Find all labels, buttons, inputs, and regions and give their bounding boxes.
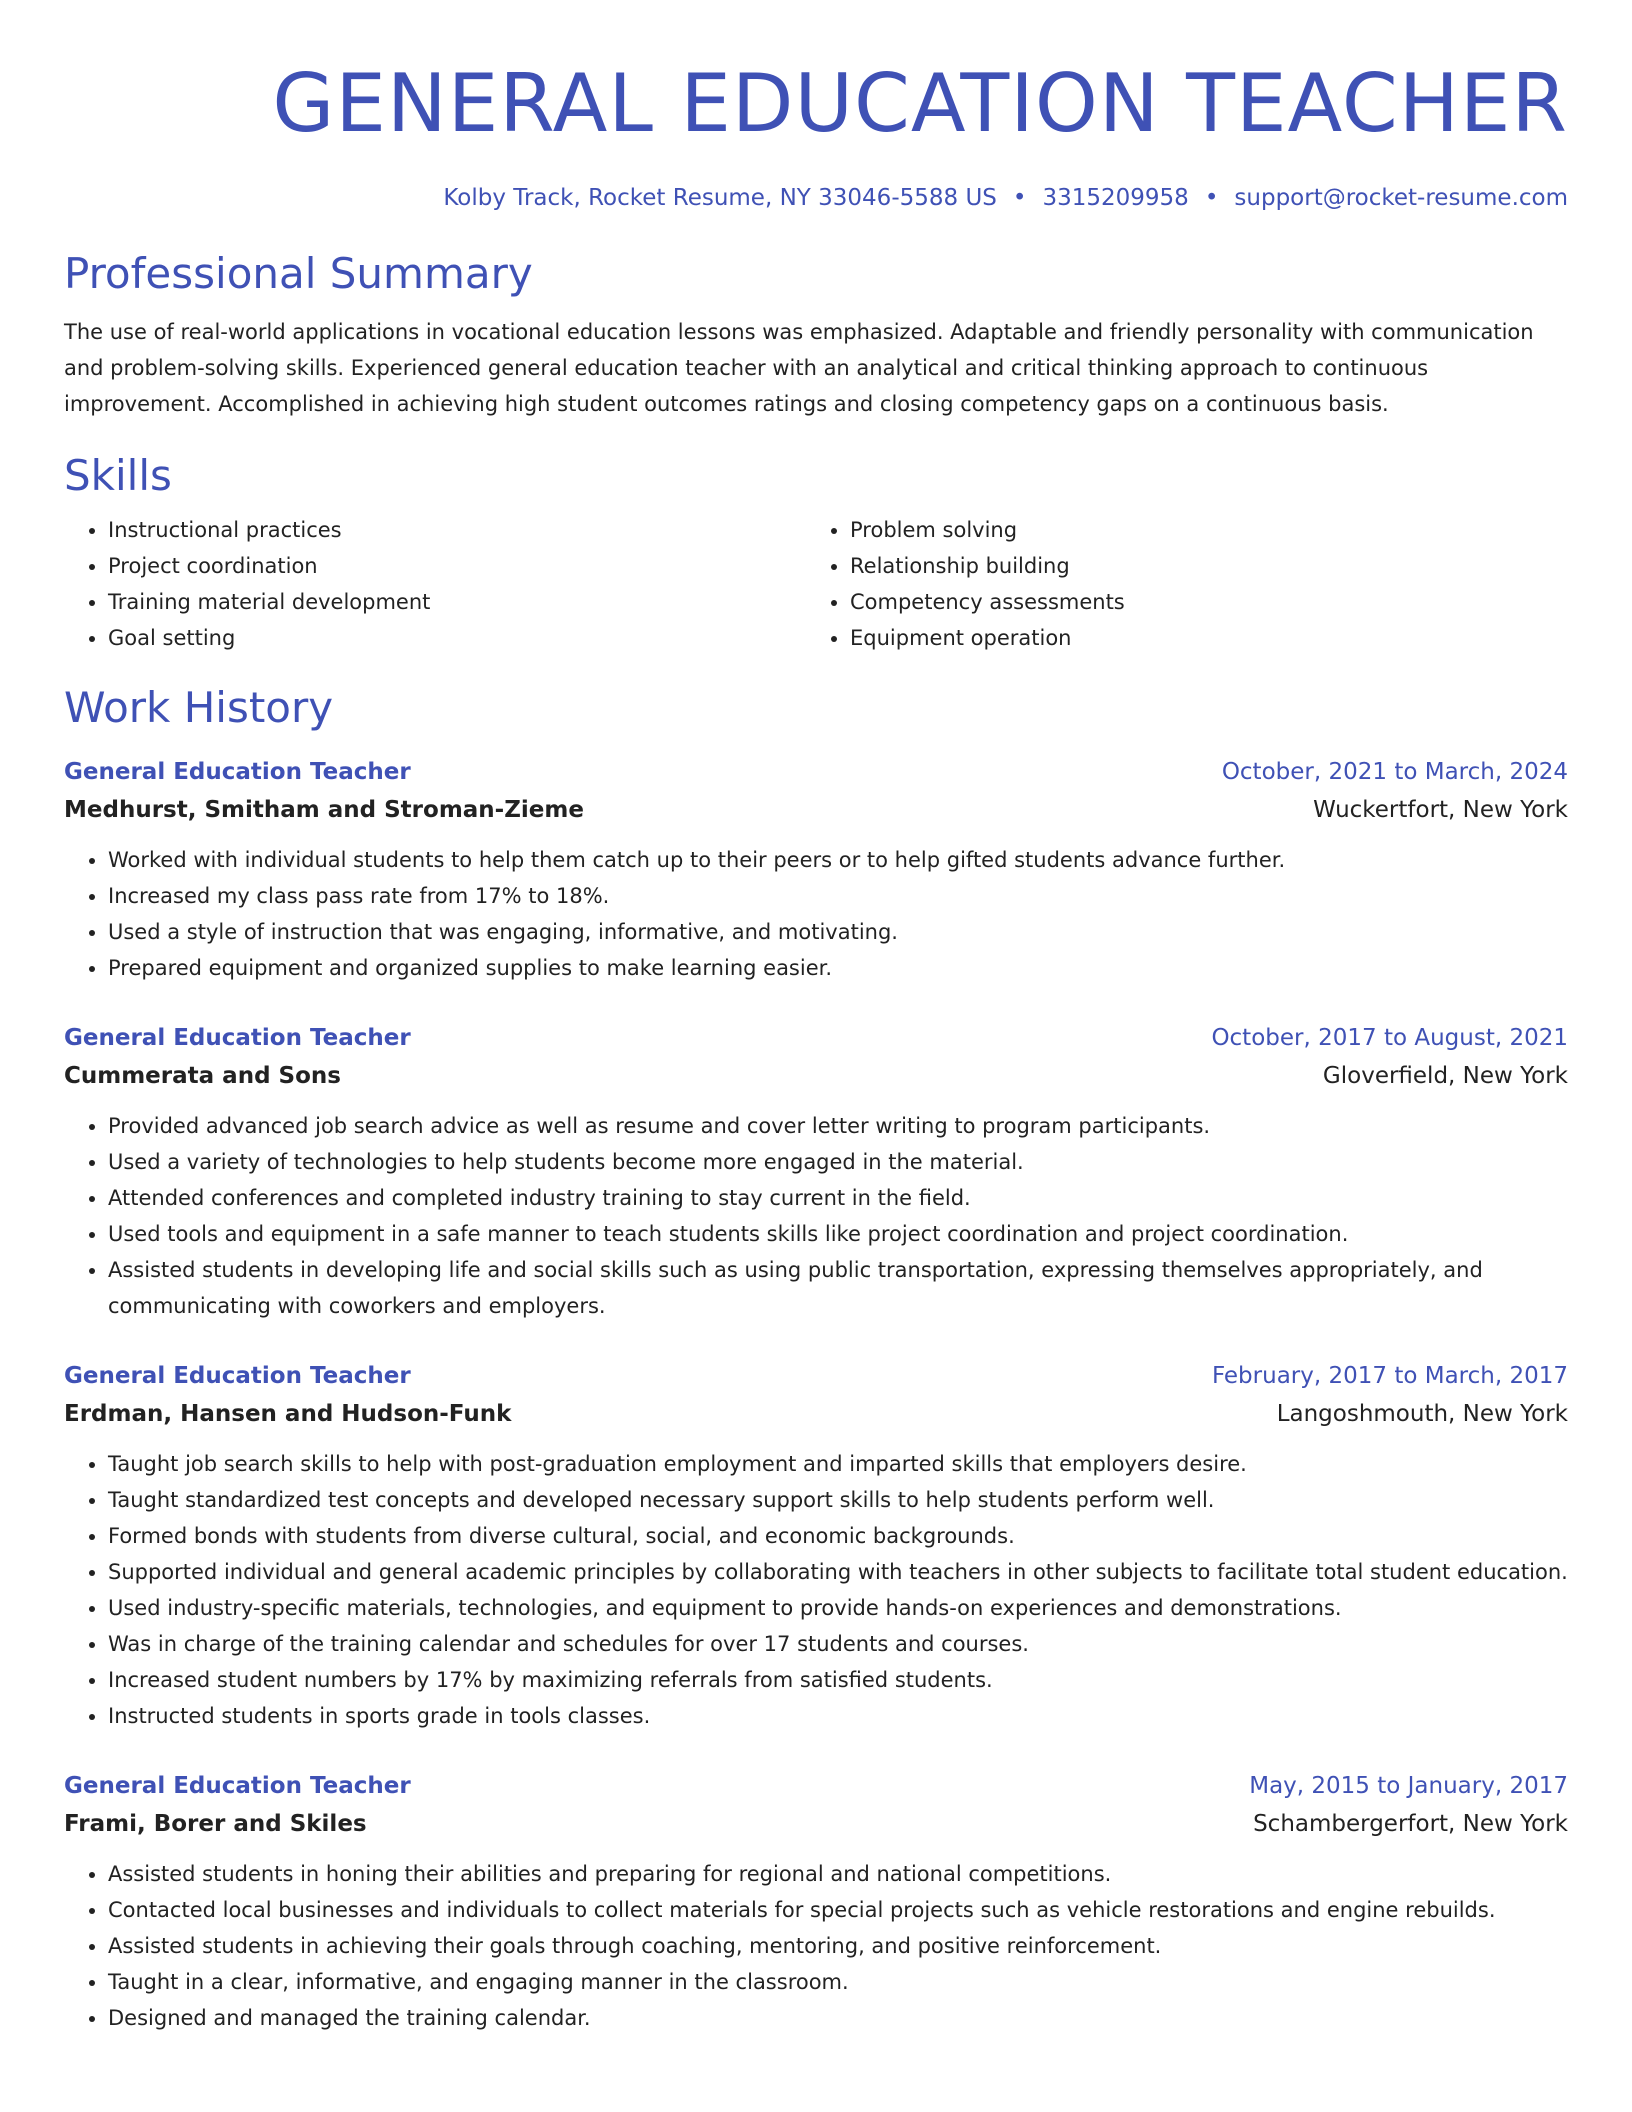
job-entry [64,1358,1568,1734]
job-bullet: • Assisted students in developing life and social skills such as using public transportation, expressing themselves appropriately, and communicating with coworkers and employers. [108,1252,1568,1324]
job-bullets [64,842,1568,986]
job-company-row [64,790,1568,830]
job-dates: May, 2015 to January, 2017 [1249,1773,1568,1799]
job-bullet: • Taught standardized test concepts and developed necessary support skills to help students perform well. [108,1482,1568,1518]
job-bullet: • Used tools and equipment in a safe manner to teach students skills like project coordination and project coordination. [108,1216,1568,1252]
job-bullet: • Increased student numbers by 17% by maximizing referrals from satisfied students. [108,1662,1568,1698]
summary-text: The use of real-world applications in vocational education lessons was emphasized. Adaptable and friendly personality with communication and problem-solving skills. Experienced general education teacher with an analytical and critical thinking approach to continuous improvement. Accomplished in achieving high student outcomes ratings and closing competency gaps on a continuous basis. [64,320,1534,416]
job-bullet: • Used a style of instruction that was engaging, informative, and motivating. [108,914,1568,950]
job-company-row [64,1056,1568,1096]
job-company-row [64,1804,1568,1844]
job-company: Erdman, Hansen and Hudson-Funk [64,1401,512,1427]
job-title-row [64,1358,1568,1394]
job-bullet: • Taught in a clear, informative, and engaging manner in the classroom. [108,1964,1568,2000]
resume-header [64,56,1568,214]
skills-column-right [806,512,1548,656]
job-bullet: • Worked with individual students to help them catch up to their peers or to help gifted students advance further. [108,842,1568,878]
job-title: General Education Teacher [64,759,411,785]
section-title-skills: Skills [64,451,172,500]
job-list [64,754,1568,2036]
job-title: General Education Teacher [64,1363,411,1389]
job-title: General Education Teacher [64,1773,411,1799]
job-entry [64,1020,1568,1324]
job-location: Gloverfield, New York [1322,1063,1568,1089]
job-bullet: • Was in charge of the training calendar and schedules for over 17 students and courses. [108,1626,1568,1662]
job-title-row [64,1768,1568,1804]
section-title-work: Work History [64,683,334,732]
contact-separator: • [1012,185,1027,211]
skills-column-left [64,512,806,656]
skill-item: • Goal setting [108,620,806,656]
section-title-summary: Professional Summary [64,249,533,298]
job-bullet: • Assisted students in honing their abilities and preparing for regional and national competitions. [108,1856,1568,1892]
resume-name: GENERAL EDUCATION TEACHER [272,57,1568,150]
job-company: Frami, Borer and Skiles [64,1811,367,1837]
job-bullet: • Assisted students in achieving their goals through coaching, mentoring, and positive reinforcement. [108,1928,1568,1964]
job-bullet: • Provided advanced job search advice as well as resume and cover letter writing to program participants. [108,1108,1568,1144]
job-bullet: • Contacted local businesses and individuals to collect materials for special projects such as vehicle restorations and engine rebuilds. [108,1892,1568,1928]
job-company: Medhurst, Smitham and Stroman-Zieme [64,797,584,823]
job-bullets [64,1856,1568,2036]
job-company: Cummerata and Sons [64,1063,341,1089]
job-location: Schambergerfort, New York [1253,1811,1568,1837]
contact-phone: 3315209958 [1042,185,1189,211]
skill-item: • Training material development [108,584,806,620]
job-bullet: • Increased my class pass rate from 17% to 18%. [108,878,1568,914]
work-history-section [64,682,1568,2036]
professional-summary-section [64,248,1568,422]
job-bullet: • Used industry-specific materials, technologies, and equipment to provide hands-on experiences and demonstrations. [108,1590,1568,1626]
job-bullet: • Used a variety of technologies to help students become more engaged in the material. [108,1144,1568,1180]
contact-email: support@rocket-resume.com [1234,185,1568,211]
job-entry [64,1768,1568,2036]
job-title-row [64,1020,1568,1056]
job-company-row [64,1394,1568,1434]
job-location: Wuckertfort, New York [1313,797,1568,823]
job-bullets [64,1446,1568,1734]
skills-section [64,450,1568,656]
job-title-row [64,754,1568,790]
job-location: Langoshmouth, New York [1276,1401,1568,1427]
contact-address: Kolby Track, Rocket Resume, NY 33046-5588 US [443,185,997,211]
job-bullet: • Prepared equipment and organized supplies to make learning easier. [108,950,1568,986]
job-bullet: • Instructed students in sports grade in tools classes. [108,1698,1568,1734]
skill-item: • Problem solving [850,512,1548,548]
job-bullets [64,1108,1568,1324]
job-dates: February, 2017 to March, 2017 [1211,1363,1568,1389]
job-entry [64,754,1568,986]
job-bullet: • Supported individual and general academic principles by collaborating with teachers in other subjects to facilitate total student education. [108,1554,1568,1590]
job-dates: October, 2017 to August, 2021 [1211,1025,1568,1051]
job-bullet: • Designed and managed the training calendar. [108,2000,1568,2036]
skill-item: • Equipment operation [850,620,1548,656]
job-title: General Education Teacher [64,1025,411,1051]
job-bullet: • Taught job search skills to help with post-graduation employment and imparted skills that employers desire. [108,1446,1568,1482]
skill-item: • Competency assessments [850,584,1548,620]
job-bullet: • Formed bonds with students from diverse cultural, social, and economic backgrounds. [108,1518,1568,1554]
job-dates: October, 2021 to March, 2024 [1221,759,1568,785]
job-bullet: • Attended conferences and completed industry training to stay current in the field. [108,1180,1568,1216]
skills-grid [64,512,1568,656]
skill-item: • Relationship building [850,548,1548,584]
contact-line [64,182,1568,214]
skill-item: • Instructional practices [108,512,806,548]
skill-item: • Project coordination [108,548,806,584]
contact-separator: • [1204,185,1219,211]
